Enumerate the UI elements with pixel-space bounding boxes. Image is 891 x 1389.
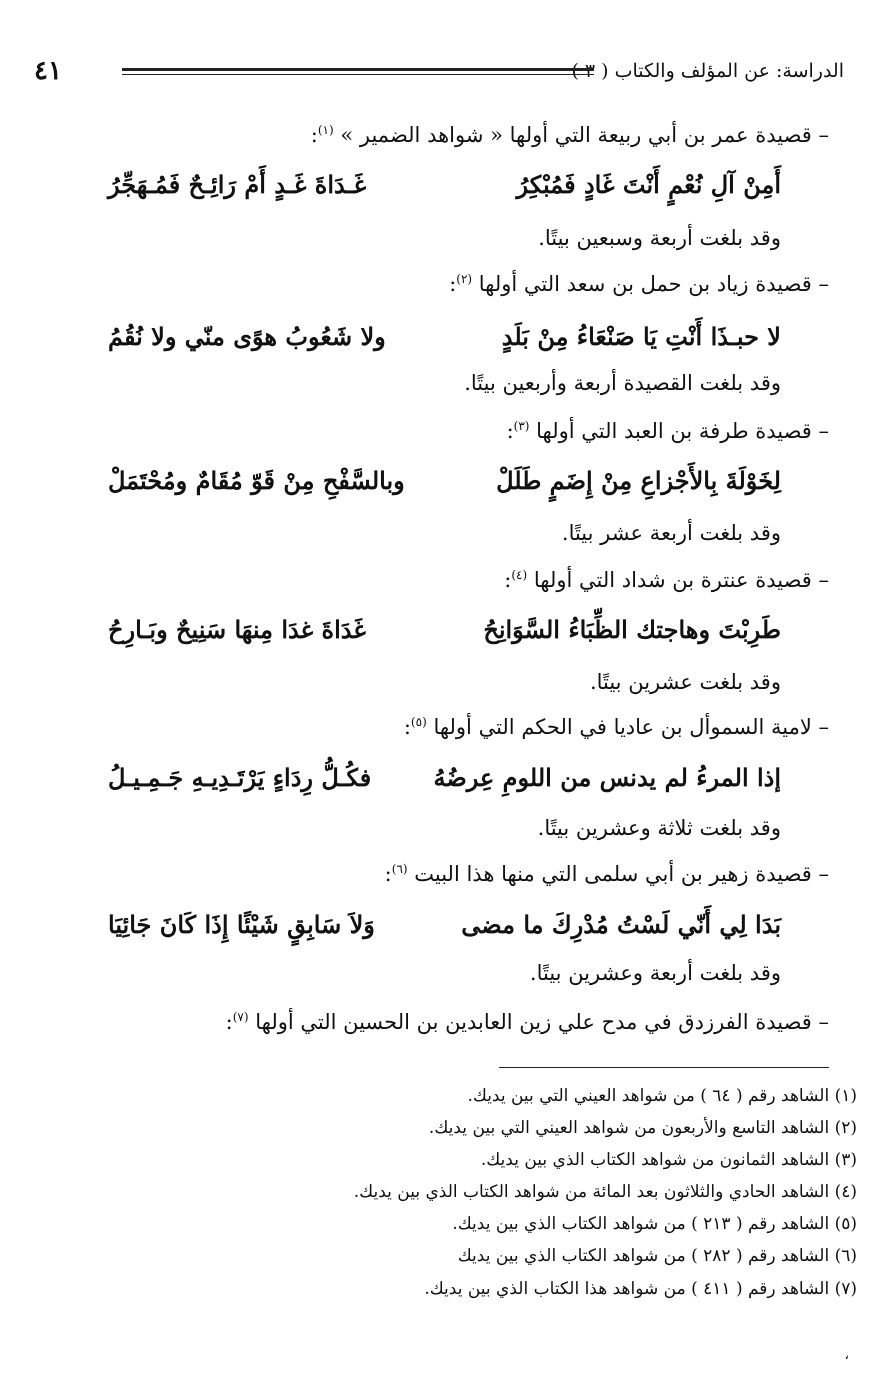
entry-intro: – قصيدة الفرزدق في مدح علي زين العابدين بن الحسين التي أولها $^{(٧)}$: (225, 1010, 829, 1034)
footnote: (٧) الشاهد رقم ( ٤١١ ) من شواهد هذا الكتاب الذي بين يديك. (424, 1279, 857, 1299)
page-number: ٤١ (34, 56, 62, 86)
verse-first-hemistich: لا حبـذَا أَنْتِ يَا صَنْعَاءُ مِنْ بَلَدٍ (501, 322, 781, 351)
footnote: (٢) الشاهد التاسع والأربعون من شواهد العيني التي بين يديك. (428, 1118, 857, 1138)
verse (108, 763, 781, 803)
verse-count: وقد بلغت عشرين بيتًا. (589, 670, 781, 694)
verse-count: وقد بلغت ثلاثة وعشرين بيتًا. (537, 816, 781, 840)
footnote: (٤) الشاهد الحادي والثلاثون بعد المائة من شواهد الكتاب الذي بين يديك. (353, 1182, 857, 1202)
entry-intro: – قصيدة طرفة بن العبد التي أولها $^{(٣)}$: (506, 419, 829, 443)
entry-intro: – قصيدة زهير بن أبي سلمى التي منها هذا البيت $^{(٦)}$: (384, 862, 829, 886)
entry-intro: – لامية السموأل بن عاديا في الحكم التي أولها $^{(٥)}$: (403, 715, 829, 739)
running-header (34, 56, 844, 92)
footnote-ref: (٥) (410, 715, 427, 729)
verse-second-hemistich: فكُـلُّ رِدَاءٍ يَرْتَـدِيـهِ جَـمِـيـلُ (108, 763, 372, 792)
verse-count: وقد بلغت أربعة وسبعين بيتًا. (538, 226, 781, 250)
footnote: (٣) الشاهد الثمانون من شواهد الكتاب الذي بين يديك. (480, 1150, 857, 1170)
entry-intro: – قصيدة عنترة بن شداد التي أولها $^{(٤)}$: (504, 568, 829, 592)
verse-first-hemistich: بَدَا لِي أَنّي لَسْتُ مُدْرِكَ ما مضى (461, 910, 781, 939)
footnote: (٥) الشاهد رقم ( ٢١٣ ) من شواهد الكتاب الذي بين يديك. (452, 1214, 857, 1234)
verse-first-hemistich: طَرِبْتَ وهاجتك الظِّبَاءُ السَّوَانِحُ (483, 615, 781, 644)
footnote-ref: (٧) (232, 1010, 249, 1024)
verse-second-hemistich: ولا شَعُوبُ هوًى منّي ولا نُقُمُ (108, 322, 386, 351)
verse-second-hemistich: غَدَاةَ غدَا مِنهَا سَنِيحٌ وبَـارِحُ (108, 615, 366, 644)
footnote: (٦) الشاهد رقم ( ٢٨٢ ) من شواهد الكتاب الذي بين يديك (457, 1246, 857, 1266)
verse-first-hemistich: لِخَوْلَةَ بِالأَجْزاعِ مِنْ إِضَمٍ طَلَلْ (496, 466, 781, 495)
footnote-ref: (٤) (511, 568, 528, 582)
stray-mark: ، (844, 1347, 849, 1363)
footnote-separator (499, 1067, 829, 1068)
verse-first-hemistich: إذا المرءُ لم يدنس من اللومِ عِرضُهُ (433, 763, 781, 792)
verse-count: وقد بلغت أربعة عشر بيتًا. (561, 521, 781, 545)
verse (108, 466, 781, 506)
verse-count: وقد بلغت القصيدة أربعة وأربعين بيتًا. (464, 371, 781, 395)
footnote-ref: (٣) (513, 419, 530, 433)
verse (108, 170, 781, 210)
footnote-ref: (٦) (391, 862, 408, 876)
verse-second-hemistich: وَلاَ سَابِقٍ شَيْئًا إِذَا كَانَ جَائِيَا (108, 910, 375, 939)
verse-first-hemistich: أَمِنْ آلِ نُعْمٍ أَنْتَ غَادٍ فَمُبْكِرُ (516, 170, 781, 199)
footnote: (١) الشاهد رقم ( ٦٤ ) من شواهد العيني التي بين يديك. (467, 1086, 857, 1106)
verse-second-hemistich: وبالسَّفْحِ مِنْ قَوّ مُقَامٌ ومُحْتَمَلْ (108, 466, 405, 495)
footnote-ref: (٢) (456, 272, 473, 286)
verse-second-hemistich: غَـدَاةَ غَـدٍ أَمْ رَائِـحٌ فَمُـهَجِّرُ (108, 170, 367, 199)
footnote-ref: (١) (317, 123, 334, 137)
verse (108, 910, 781, 950)
verse (108, 615, 781, 655)
verse-count: وقد بلغت أربعة وعشرين بيتًا. (529, 961, 781, 985)
header-title: الدراسة: عن المؤلف والكتاب ( ٣ ) (571, 60, 844, 82)
header-rule (122, 68, 594, 75)
verse (108, 322, 781, 362)
entry-intro: – قصيدة زياد بن حمل بن سعد التي أولها $^{(٢)}$: (449, 272, 829, 296)
entry-intro: – قصيدة عمر بن أبي ربيعة التي أولها « شواهد الضمير » $^{(١)}$: (310, 123, 829, 147)
